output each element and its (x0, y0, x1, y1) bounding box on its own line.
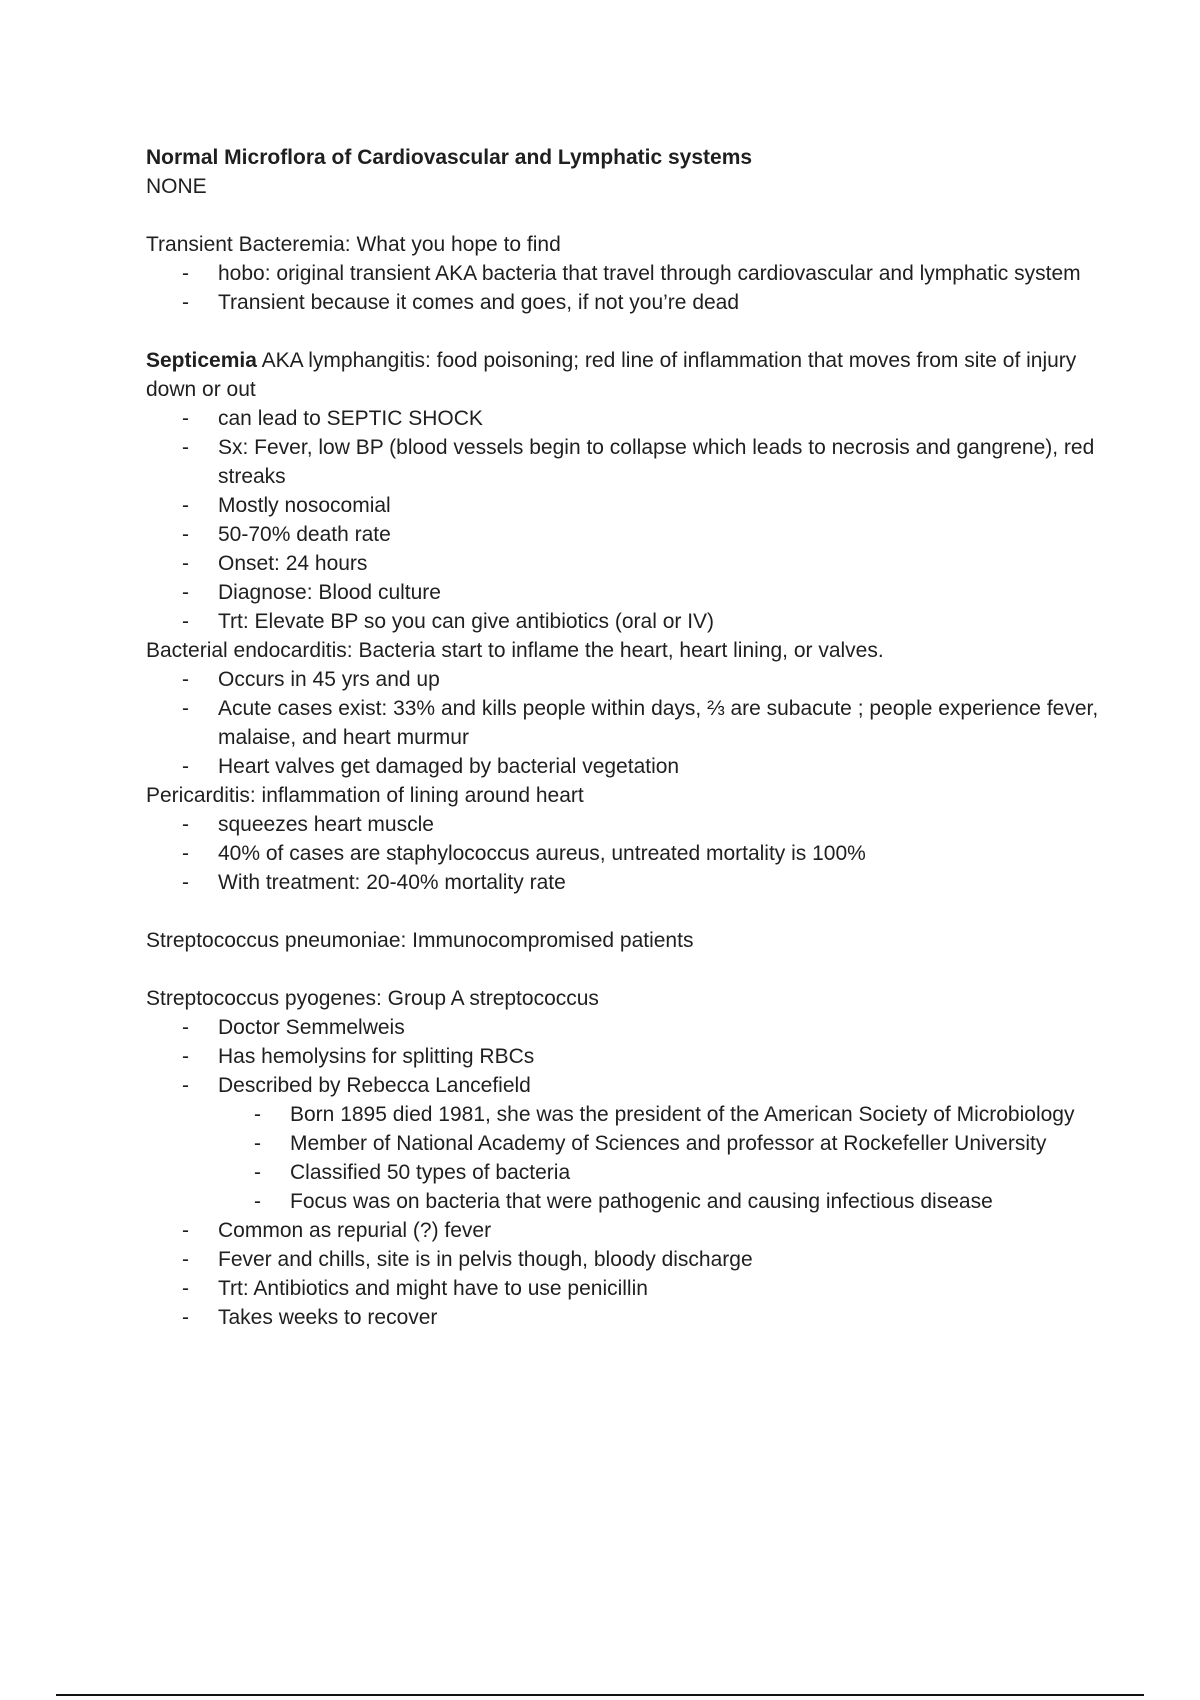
bullet-dash: - (182, 668, 189, 691)
pneumoniae-title: Streptococcus pneumoniae: Immunocompromised patients (146, 929, 694, 952)
septicemia-definition: AKA lymphangitis: food poisoning; red line of inflammation that moves from site of injury down or out (146, 349, 1077, 401)
bullet-dash: - (182, 494, 189, 517)
list-item: - squeezes heart muscle (146, 810, 1106, 839)
bullet-dash: - (182, 1219, 189, 1242)
list-item: - 50-70% death rate (146, 520, 1106, 549)
bullet-dash: - (182, 407, 189, 430)
document-heading: Normal Microflora of Cardiovascular and Lymphatic systems (146, 146, 753, 169)
list-item: - Described by Rebecca Lancefield - Born 1895 died 1981, she was the president of the American Society of Microbiology - Member of National Academy of Sciences and professor at Rockefeller University - Classified 50 types of bacteria - Focus was on bacteria that were pathogenic and causing infectious disease (146, 1071, 1106, 1216)
spacer (146, 897, 1106, 926)
list-item: - Takes weeks to recover (146, 1303, 1106, 1332)
bullet-dash: - (182, 1074, 189, 1097)
pyogenes-title: Streptococcus pyogenes: Group A streptococcus (146, 987, 599, 1010)
bullet-dash: - (182, 436, 189, 459)
endocarditis-title: Bacterial endocarditis: Bacteria start to inflame the heart, heart lining, or valves. (146, 639, 884, 662)
list-item: - Sx: Fever, low BP (blood vessels begin to collapse which leads to necrosis and gangrene), red streaks (146, 433, 1106, 491)
bullet-dash: - (182, 1248, 189, 1271)
bullet-dash: - (182, 1045, 189, 1068)
bullet-dash: - (182, 813, 189, 836)
bottom-divider (56, 1694, 1144, 1696)
bullet-dash: - (254, 1161, 261, 1184)
pyogenes-list (146, 1013, 1106, 1332)
list-item: - hobo: original transient AKA bacteria that travel through cardiovascular and lymphatic system (146, 259, 1106, 288)
none-text: NONE (146, 175, 207, 198)
spacer (146, 955, 1106, 984)
list-item: - Onset: 24 hours (146, 549, 1106, 578)
list-item: - Trt: Antibiotics and might have to use penicillin (146, 1274, 1106, 1303)
list-item: - Occurs in 45 yrs and up (146, 665, 1106, 694)
bullet-dash: - (182, 871, 189, 894)
septicemia-list (146, 404, 1106, 636)
spacer (146, 317, 1106, 346)
bullet-dash: - (182, 262, 189, 285)
list-item: - can lead to SEPTIC SHOCK (146, 404, 1106, 433)
list-item: - Fever and chills, site is in pelvis though, bloody discharge (146, 1245, 1106, 1274)
bullet-dash: - (182, 1306, 189, 1329)
document-page (146, 143, 1106, 1332)
list-item: - Doctor Semmelweis (146, 1013, 1106, 1042)
pericarditis-title: Pericarditis: inflammation of lining around heart (146, 784, 584, 807)
list-item: - Member of National Academy of Sciences and professor at Rockefeller University (218, 1129, 1106, 1158)
list-item: - Diagnose: Blood culture (146, 578, 1106, 607)
list-item: - Trt: Elevate BP so you can give antibiotics (oral or IV) (146, 607, 1106, 636)
bullet-dash: - (182, 842, 189, 865)
bullet-dash: - (254, 1132, 261, 1155)
list-item: - Focus was on bacteria that were pathogenic and causing infectious disease (218, 1187, 1106, 1216)
lancefield-sublist (218, 1100, 1106, 1216)
transient-title: Transient Bacteremia: What you hope to find (146, 233, 561, 256)
list-item: - Classified 50 types of bacteria (218, 1158, 1106, 1187)
bullet-dash: - (182, 610, 189, 633)
bullet-dash: - (182, 1016, 189, 1039)
list-item: - Born 1895 died 1981, she was the president of the American Society of Microbiology (218, 1100, 1106, 1129)
septicemia-term: Septicemia (146, 349, 257, 372)
list-item: - Acute cases exist: 33% and kills people within days, ⅔ are subacute ; people experience fever, malaise, and heart murmur (146, 694, 1106, 752)
bullet-dash: - (254, 1190, 261, 1213)
bullet-dash: - (182, 581, 189, 604)
list-item: - Heart valves get damaged by bacterial vegetation (146, 752, 1106, 781)
endocarditis-list (146, 665, 1106, 781)
list-item: - Mostly nosocomial (146, 491, 1106, 520)
bullet-dash: - (254, 1103, 261, 1126)
bullet-dash: - (182, 1277, 189, 1300)
pericarditis-list (146, 810, 1106, 897)
transient-list (146, 259, 1106, 317)
bullet-dash: - (182, 755, 189, 778)
bullet-dash: - (182, 697, 189, 720)
list-item: - Has hemolysins for splitting RBCs (146, 1042, 1106, 1071)
septicemia-title (146, 346, 1106, 404)
list-item: - With treatment: 20-40% mortality rate (146, 868, 1106, 897)
spacer (146, 201, 1106, 230)
list-item: - Common as repurial (?) fever (146, 1216, 1106, 1245)
list-item: - Transient because it comes and goes, if not you’re dead (146, 288, 1106, 317)
bullet-dash: - (182, 523, 189, 546)
bullet-dash: - (182, 291, 189, 314)
bullet-dash: - (182, 552, 189, 575)
list-item: - 40% of cases are staphylococcus aureus, untreated mortality is 100% (146, 839, 1106, 868)
